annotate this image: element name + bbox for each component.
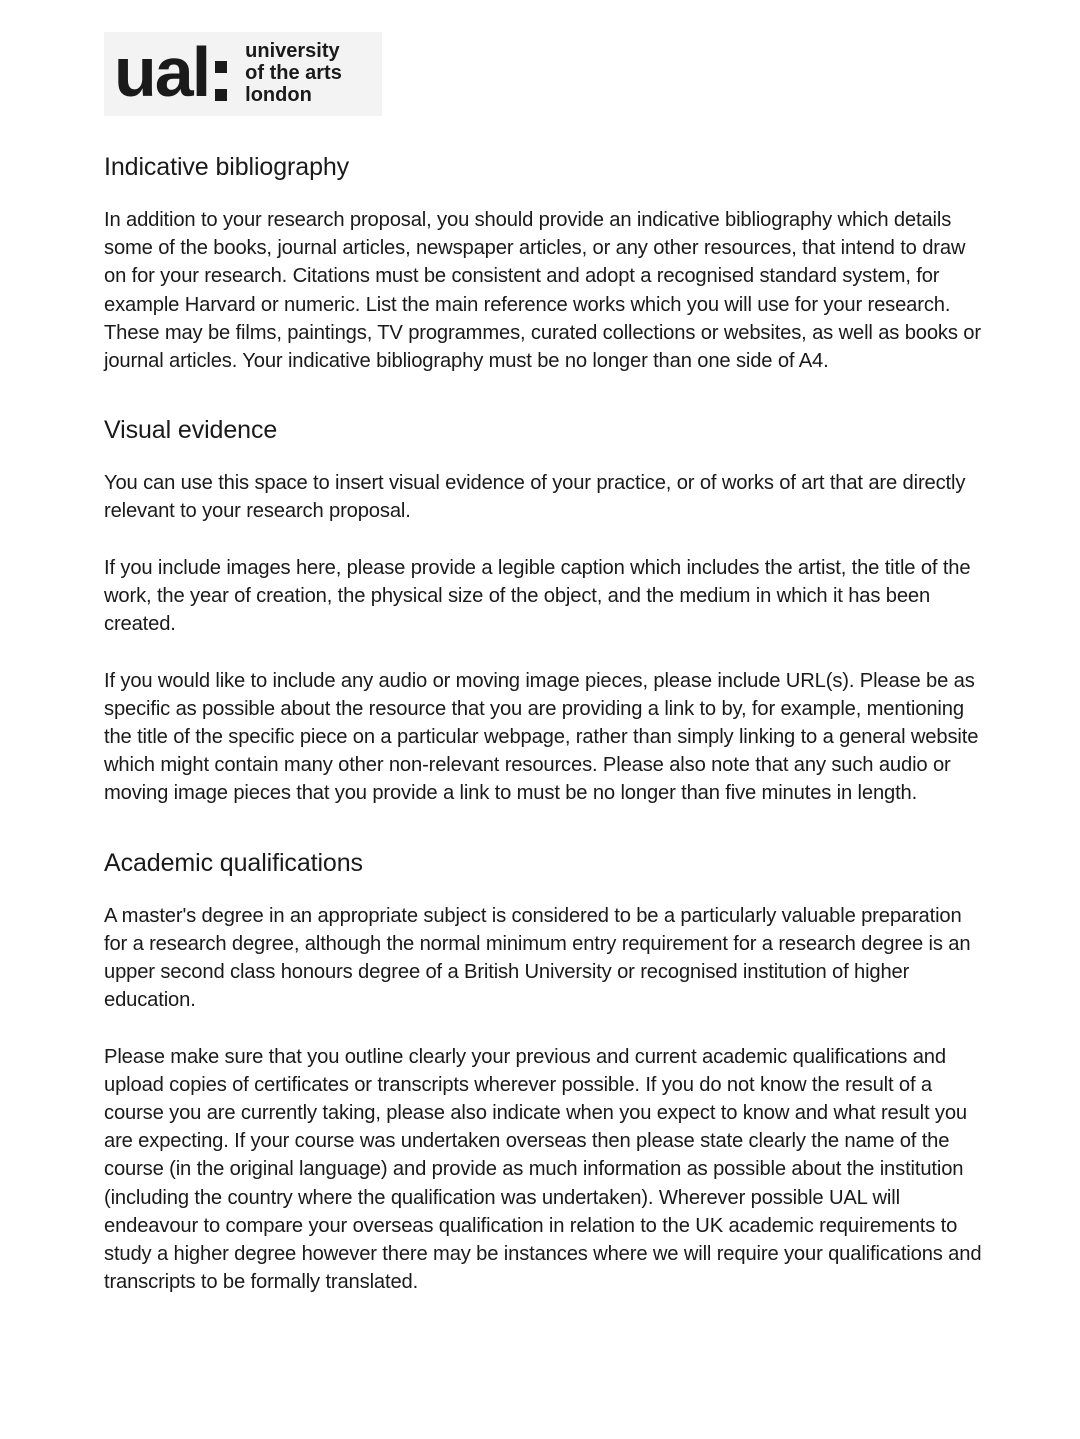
- logo-line: london: [245, 84, 312, 106]
- logo-mark: ual: [114, 33, 210, 111]
- paragraph: Please make sure that you outline clearly your previous and current academic qualifications and upload copies of certificates or transcripts wherever possible. If you do not know the result of a course you are currently taking, please also indicate when you expect to know and what result you are expecting. If your course was undertaken overseas then please state clearly the name of the course (in the original language) and provide as much information as possible about the institution (including the country where the qualification was undertaken). Wherever possible UAL will endeavour to compare your overseas qualification in relation to the UK academic requirements to study a higher degree however there may be instances where we will require your qualifications and transcripts to be formally translated.: [104, 1045, 982, 1294]
- logo-wordmark: [245, 40, 342, 106]
- paragraph: You can use this space to insert visual evidence of your practice, or of works of art that are directly relevant to your research proposal.: [104, 472, 966, 523]
- section-heading: Visual evidence: [104, 416, 278, 445]
- logo-line: university: [245, 40, 340, 62]
- paragraph: In addition to your research proposal, you should provide an indicative bibliography which details some of the books, journal articles, newspaper articles, or any other resources, that intend to draw on for your research. Citations must be consistent and adopt a recognised standard system, for example Harvard or numeric. List the main reference works which you will use for your research. These may be films, paintings, TV programmes, curated collections or websites, as well as books or journal articles. Your indicative bibliography must be no longer than one side of A4.: [104, 209, 981, 373]
- document-body: [104, 150, 984, 1296]
- paragraph: If you would like to include any audio or moving image pieces, please include URL(s). Please be as specific as possible about the resource that you are providing a link to by, for example, mentioning the title of the specific piece on a particular webpage, rather than simply linking to a general website which might contain many other non-relevant resources. Please also note that any such audio or moving image pieces that you provide a link to must be no longer than five minutes in length.: [104, 669, 979, 805]
- paragraph: A master's degree in an appropriate subject is considered to be a particularly valuable preparation for a research degree, although the normal minimum entry requirement for a research degree is an upper second class honours degree of a British University or recognised institution of higher education.: [104, 904, 971, 1012]
- paragraph: If you include images here, please provide a legible caption which includes the artist, the title of the work, the year of creation, the physical size of the object, and the medium in which it has been created.: [104, 556, 971, 636]
- logo-line: of the arts: [245, 62, 342, 84]
- section-academic-qualifications: [104, 846, 984, 1297]
- section-indicative-bibliography: [104, 150, 984, 375]
- ual-logo: [104, 32, 382, 116]
- section-heading: Indicative bibliography: [104, 153, 350, 181]
- section-heading: Academic qualifications: [104, 848, 363, 877]
- logo-colon-icon: [215, 61, 227, 101]
- section-visual-evidence: [104, 413, 984, 807]
